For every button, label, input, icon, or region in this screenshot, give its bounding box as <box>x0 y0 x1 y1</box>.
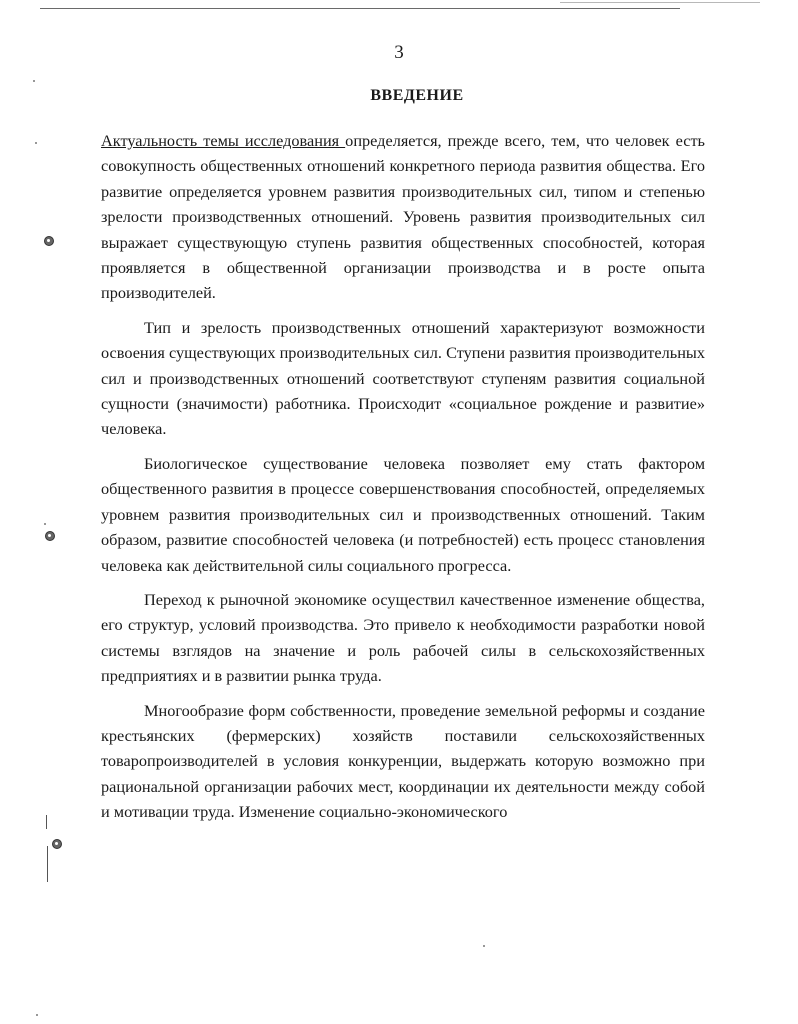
scan-speck <box>35 142 37 144</box>
paragraph: Многообразие форм собственности, проведение земельной реформы и создание крестьянских (фермерских) хозяйств поставили сельскохозяйственных товаропроизводителей в условия конкуренции, выдержать которую возможно при рациональной организации рабочих мест, координации их деятельности между собой и мотивации труда. Изменение социально-экономического <box>101 700 705 822</box>
binder-hole-mark <box>52 839 62 849</box>
scan-speck <box>44 523 46 525</box>
scan-speck <box>33 80 35 82</box>
topic-relevance-lead: Актуальность темы исследования <box>101 131 346 150</box>
paragraph-text: определяется, прежде всего, тем, что человек есть совокупность общественных отношений конкретного периода развития общества. Его развитие определяется уровнем развития производительных сил, типом и степенью зрелости производственных отношений. Уровень развития производительных сил выражает существующую ступень развития общественных способностей, которая проявляется в общественной организации производства и в росте опыта производителей. <box>101 131 705 303</box>
paragraph: Переход к рыночной экономике осуществил качественное изменение общества, его структур, условий производства. Это привело к необходимости разработки новой системы взглядов на значение и роль рабочей силы в сельскохозяйственных предприятиях и в развитии рынка труда. <box>101 589 705 686</box>
binder-hole-mark <box>45 531 55 541</box>
margin-scan-line <box>46 815 47 829</box>
section-heading: ВВЕДЕНИЕ <box>370 87 464 104</box>
page-number: 3 <box>394 42 404 63</box>
paragraph <box>101 128 705 306</box>
margin-scan-line <box>47 846 48 882</box>
paragraph: Тип и зрелость производственных отношений характеризуют возможности освоения существующих производительных сил. Ступени развития производительных сил и производственных отношений соответствуют ступеням развития социальной сущности (значимости) работника. Происходит «социальное рождение и развитие» человека. <box>101 317 705 439</box>
paragraph: Биологическое существование человека позволяет ему стать фактором общественного развития в процессе совершенствования способностей, определяемых уровнем развития производительных сил и производственных отношений. Таким образом, развитие способностей человека (и потребностей) есть процесс становления человека как действительной силы социального прогресса. <box>101 453 705 575</box>
binder-hole-mark <box>44 236 54 246</box>
scan-speck <box>483 945 485 947</box>
scan-speck <box>36 1014 38 1016</box>
document-body <box>101 128 705 834</box>
scan-top-rule-faint <box>560 2 760 3</box>
scan-top-rule <box>40 8 680 9</box>
